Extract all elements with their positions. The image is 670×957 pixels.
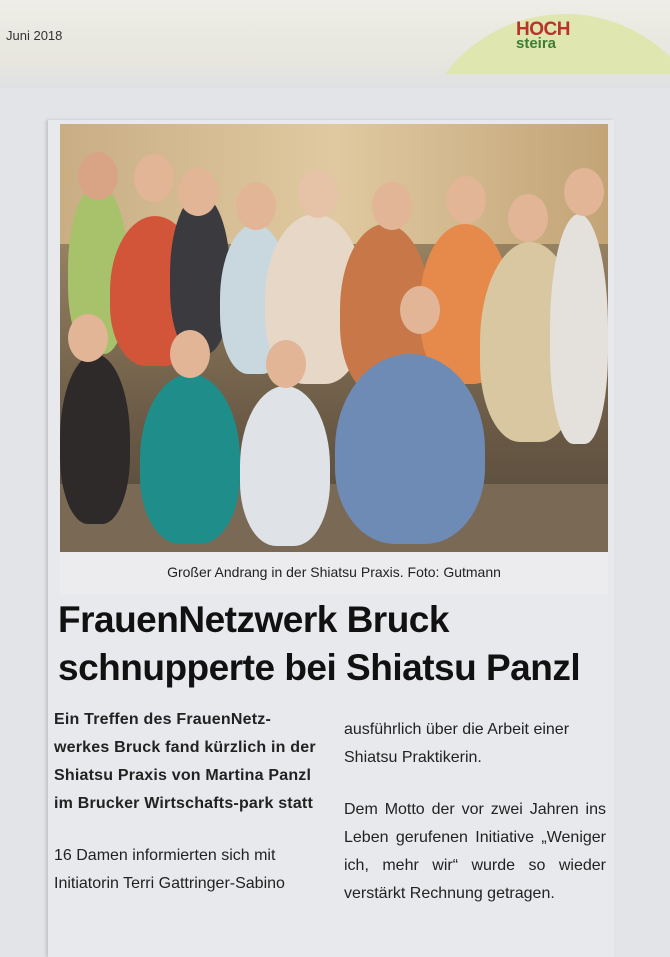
person-head xyxy=(178,168,218,216)
logo-line-2: steira xyxy=(516,35,557,52)
article-lead: Ein Treffen des FrauenNetz-werkes Bruck fand kürzlich in der Shiatsu Praxis von Martina Panzl im Brucker Wirtschafts-park statt xyxy=(54,711,316,812)
article-headline xyxy=(58,596,614,692)
person-head xyxy=(400,286,440,334)
person-head xyxy=(236,182,276,230)
person-head xyxy=(564,168,604,216)
person-head xyxy=(134,154,174,202)
person-figure xyxy=(335,354,485,544)
photo-caption: Großer Andrang in der Shiatsu Praxis. Foto: Gutmann xyxy=(167,564,501,580)
issue-date: Juni 2018 xyxy=(6,28,63,43)
person-head xyxy=(78,152,118,200)
photo-caption-band xyxy=(60,552,608,594)
hochsteira-logo xyxy=(516,19,570,52)
headline-line-1: FrauenNetzwerk Bruck xyxy=(58,599,449,640)
article-body-right-1: ausführlich über die Arbeit einer Shiatsu Praktikerin. xyxy=(344,721,570,766)
article-body-left: 16 Damen informierten sich mit Initiatorin Terri Gattringer-Sabino xyxy=(54,847,285,892)
person-head xyxy=(446,176,486,224)
person-head xyxy=(170,330,210,378)
article-column-right xyxy=(344,716,606,932)
logo-line-1: HOCH xyxy=(516,19,570,40)
person-head xyxy=(266,340,306,388)
person-head xyxy=(298,170,338,218)
group-photo xyxy=(60,124,608,552)
headline-line-2: schnupperte bei Shiatsu Panzl xyxy=(58,647,581,688)
person-figure xyxy=(240,386,330,546)
person-figure xyxy=(140,374,240,544)
person-head xyxy=(372,182,412,230)
article-body-right-2: Dem Motto der vor zwei Jahren ins Leben gerufenen Initiative „Weniger ich, mehr wir“ wurde so wieder verstärkt Rechnung getragen. xyxy=(344,801,606,902)
article-column-left xyxy=(54,706,322,922)
person-head xyxy=(68,314,108,362)
person-head xyxy=(508,194,548,242)
person-figure xyxy=(60,354,130,524)
person-figure xyxy=(550,214,608,444)
